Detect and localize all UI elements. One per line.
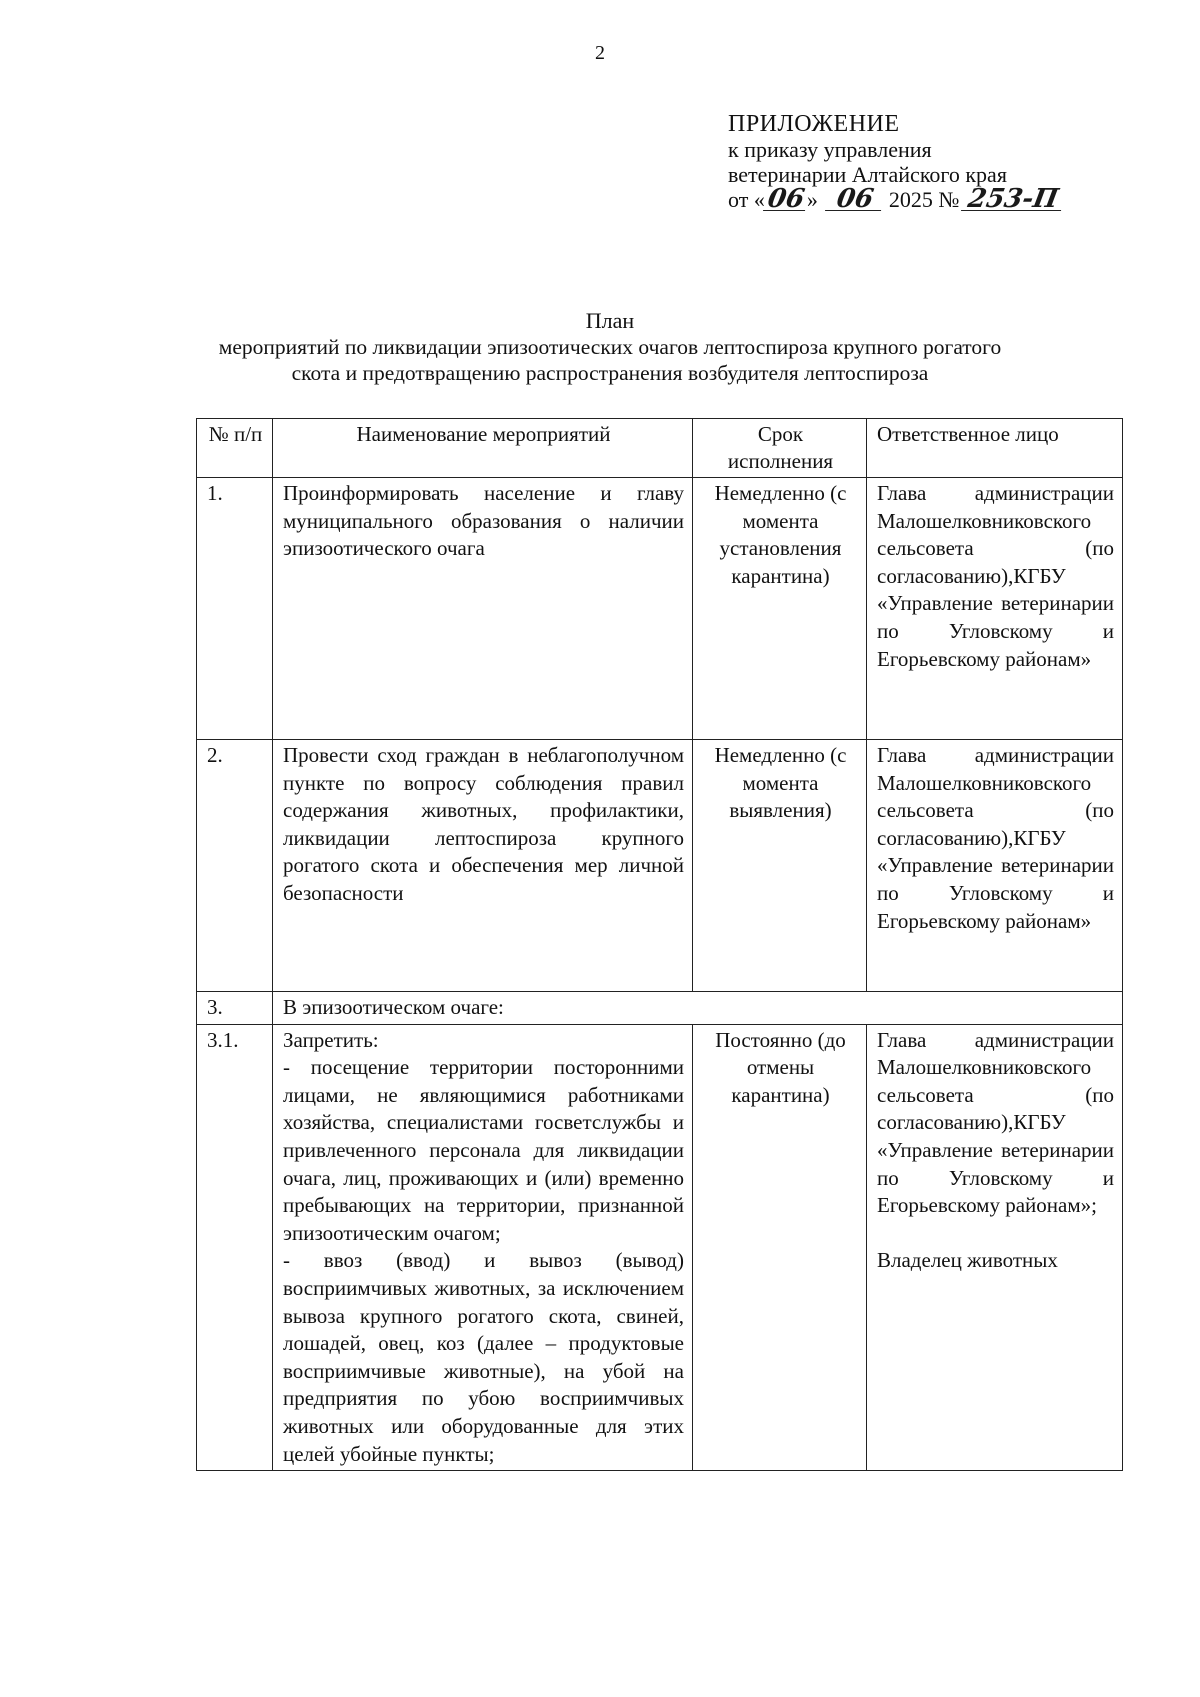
- row-name-item-1: - посещение территории посторонними лицами, не являющимися работниками хозяйства, специалистами госветслужбы и привлеченного персонала для ликвидации очага, лиц, проживающих и (или) временно пребывающих на территории, признанной эпизоотическим очагом;: [283, 1055, 684, 1245]
- appendix-line-1: к приказу управления: [728, 137, 932, 162]
- header-term: Срок исполнения: [693, 419, 867, 478]
- order-year-text: 2025 №: [888, 187, 960, 212]
- section-title: В эпизоотическом очаге:: [273, 992, 1123, 1025]
- row-responsible: Глава администрации Малошелковниковского сельсовета (по согласованию),КГБУ «Управление ветеринарии по Угловскому и Егорьевскому районам»: [867, 478, 1123, 740]
- row-number: 3.1.: [197, 1024, 273, 1471]
- plan-subtitle-line-1: мероприятий по ликвидации эпизоотических очагов лептоспироза крупного рогатого: [218, 335, 1002, 359]
- appendix-block: [728, 112, 1148, 212]
- plan-subtitle-line-2: скота и предотвращению распространения возбудителя лептоспироза: [291, 361, 929, 385]
- table-row: [197, 740, 1123, 992]
- handwritten-month: 06: [825, 188, 885, 211]
- row-responsible: [867, 1024, 1123, 1471]
- header-number: № п/п: [197, 419, 273, 478]
- row-responsible-primary: Глава администрации Малошелковниковского сельсовета (по согласованию),КГБУ «Управление ветеринарии по Угловскому и Егорьевскому районам»;: [877, 1027, 1114, 1218]
- table-row: [197, 478, 1123, 740]
- plan-title: План: [585, 308, 635, 333]
- header-responsible: Ответственное лицо: [867, 419, 1123, 478]
- row-name: [273, 1024, 693, 1471]
- handwritten-order-number: 253-П: [961, 188, 1065, 211]
- row-number: 2.: [197, 740, 273, 992]
- order-date-line: [728, 184, 1148, 214]
- row-responsible: Глава администрации Малошелковниковского сельсовета (по согласованию),КГБУ «Управление ветеринарии по Угловскому и Егорьевскому районам»: [867, 740, 1123, 992]
- order-from-prefix: от «: [728, 187, 765, 212]
- plan-table: [196, 418, 1123, 1471]
- row-name: Провести сход граждан в неблагополучном пункте по вопросу соблюдения правил содержания животных, профилактики, ликвидации лептоспироза крупного рогатого скота и обеспечения мер личной безопасности: [273, 740, 693, 992]
- header-name: Наименование мероприятий: [273, 419, 693, 478]
- row-name: Проинформировать население и главу муниципального образования о наличии эпизоотического очага: [273, 478, 693, 740]
- table-header-row: [197, 419, 1123, 478]
- table-section-row: [197, 992, 1123, 1025]
- row-name-intro: Запретить:: [283, 1027, 379, 1052]
- row-name-item-2: - ввоз (ввод) и вывоз (вывод) восприимчивых животных, за исключением вывоза крупного рогатого скота, свиней, лошадей, овец, коз (далее – продуктовые восприимчивые животные), на убой на предприятия по убою восприимчивых животных или оборудованные для этих целей убойные пункты;: [283, 1248, 684, 1466]
- order-quote-close: »: [806, 187, 818, 212]
- row-responsible-secondary: Владелец животных: [877, 1247, 1058, 1272]
- row-number: 1.: [197, 478, 273, 740]
- row-term: Немедленно (с момента установления карантина): [693, 478, 867, 740]
- row-term: Немедленно (с момента выявления): [693, 740, 867, 992]
- table-row: [197, 1024, 1123, 1471]
- row-number: 3.: [197, 992, 273, 1025]
- appendix-line-2: ветеринарии Алтайского края: [728, 162, 1007, 187]
- row-term: Постоянно (до отмены карантина): [693, 1024, 867, 1471]
- appendix-title: ПРИЛОЖЕНИЕ: [728, 111, 900, 137]
- plan-heading: [170, 308, 1050, 386]
- handwritten-day: 06: [763, 188, 809, 211]
- page-number: 2: [595, 42, 605, 64]
